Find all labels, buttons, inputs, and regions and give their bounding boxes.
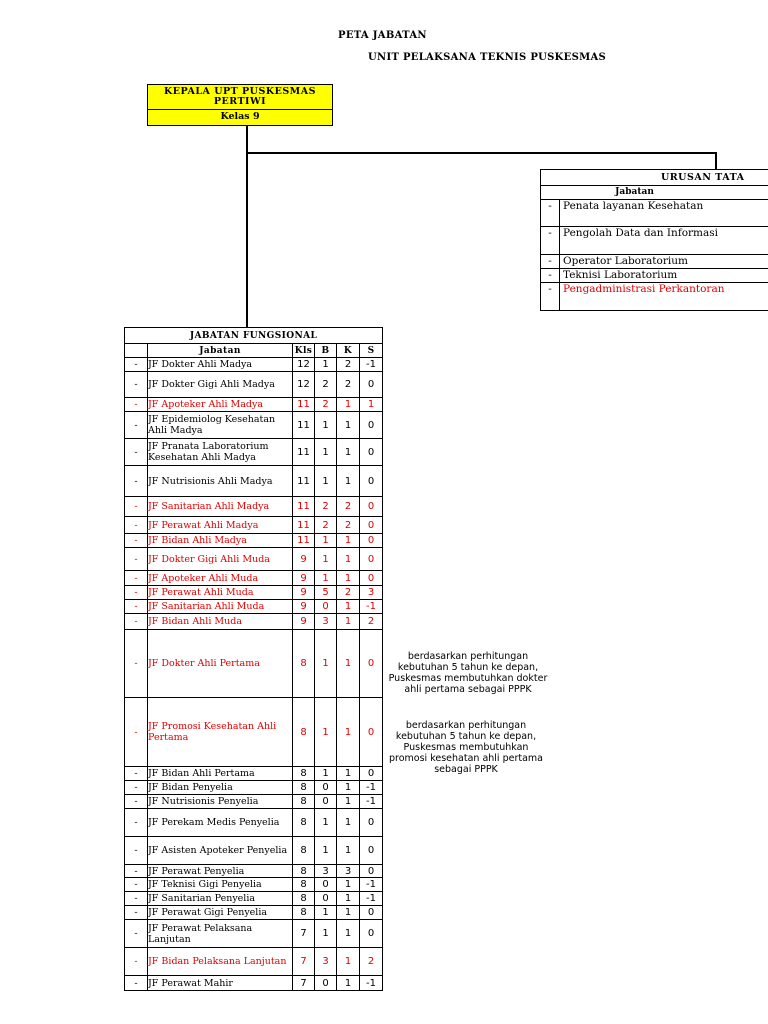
row-dash: - (125, 795, 148, 809)
urusan-item (541, 269, 768, 283)
table-row (125, 614, 383, 630)
row-s: 0 (360, 837, 383, 865)
row-dash: - (125, 698, 148, 767)
row-jabatan-name: JF Pranata Laboratorium Kesehatan Ahli Madya (148, 439, 293, 466)
row-dash: - (125, 571, 148, 586)
row-k: 1 (337, 698, 360, 767)
row-jabatan-name: JF Bidan Ahli Pertama (148, 767, 293, 781)
row-jabatan-name: JF Perawat Ahli Muda (148, 586, 293, 600)
row-dash: - (125, 837, 148, 865)
head-position-kelas: Kelas 9 (220, 111, 260, 122)
row-k: 1 (337, 837, 360, 865)
row-s: 0 (360, 698, 383, 767)
col-b: B (315, 344, 337, 358)
col-kls: Kls (293, 344, 315, 358)
row-b: 1 (315, 548, 337, 571)
row-s: -1 (360, 976, 383, 991)
table-row (125, 358, 383, 372)
row-s: 0 (360, 571, 383, 586)
row-kls: 8 (293, 892, 315, 906)
table-row (125, 412, 383, 439)
page-title: PETA JABATAN (338, 30, 427, 41)
row-b: 2 (315, 372, 337, 398)
row-k: 1 (337, 571, 360, 586)
urusan-tata-box (540, 169, 768, 311)
row-k: 1 (337, 548, 360, 571)
table-row (125, 517, 383, 534)
row-jabatan-name: JF Sanitarian Ahli Madya (148, 497, 293, 517)
row-s: -1 (360, 781, 383, 795)
row-b: 3 (315, 948, 337, 976)
row-k: 2 (337, 372, 360, 398)
row-k: 1 (337, 795, 360, 809)
row-k: 1 (337, 466, 360, 497)
row-dash: - (125, 548, 148, 571)
table-row (125, 767, 383, 781)
row-jabatan-name: JF Dokter Ahli Pertama (148, 630, 293, 698)
row-s: -1 (360, 795, 383, 809)
row-b: 1 (315, 920, 337, 948)
row-b: 1 (315, 439, 337, 466)
urusan-item-label: Teknisi Laboratorium (563, 269, 678, 281)
row-dash: - (125, 372, 148, 398)
row-dash: - (125, 892, 148, 906)
row-b: 1 (315, 630, 337, 698)
table-row (125, 586, 383, 600)
col-k: K (337, 344, 360, 358)
row-s: -1 (360, 358, 383, 372)
row-kls: 7 (293, 920, 315, 948)
row-k: 1 (337, 781, 360, 795)
row-b: 1 (315, 466, 337, 497)
row-s: 2 (360, 948, 383, 976)
row-dash: - (125, 976, 148, 991)
row-s: 0 (360, 517, 383, 534)
note-promosi-pertama: berdasarkan perhitungan kebutuhan 5 tahun ke depan, Puskesmas membutuhkan promosi kesehatan ahli pertama sebagai PPPK (389, 720, 543, 775)
connector-vertical-main (246, 126, 248, 328)
table-row (125, 906, 383, 920)
connector-vertical-urusan (715, 152, 717, 170)
row-b: 2 (315, 517, 337, 534)
row-b: 0 (315, 892, 337, 906)
page-subtitle: UNIT PELAKSANA TEKNIS PUSKESMAS (368, 52, 607, 63)
table-row (125, 372, 383, 398)
row-dash: - (125, 906, 148, 920)
row-s: 0 (360, 439, 383, 466)
urusan-item (541, 227, 768, 255)
urusan-item-dash: - (541, 283, 560, 310)
row-kls: 12 (293, 372, 315, 398)
table-row (125, 466, 383, 497)
row-dash: - (125, 878, 148, 892)
table-row (125, 548, 383, 571)
row-dash: - (125, 920, 148, 948)
row-b: 1 (315, 698, 337, 767)
row-dash: - (125, 497, 148, 517)
row-jabatan-name: JF Epidemiolog Kesehatan Ahli Madya (148, 412, 293, 439)
row-b: 5 (315, 586, 337, 600)
row-jabatan-name: JF Bidan Pelaksana Lanjutan (148, 948, 293, 976)
table-row (125, 571, 383, 586)
row-k: 1 (337, 976, 360, 991)
row-kls: 7 (293, 976, 315, 991)
row-kls: 7 (293, 948, 315, 976)
row-kls: 8 (293, 865, 315, 878)
row-b: 2 (315, 497, 337, 517)
row-k: 1 (337, 534, 360, 548)
row-dash: - (125, 630, 148, 698)
row-jabatan-name: JF Teknisi Gigi Penyelia (148, 878, 293, 892)
row-dash: - (125, 781, 148, 795)
row-b: 1 (315, 571, 337, 586)
row-dash: - (125, 517, 148, 534)
table-row (125, 837, 383, 865)
row-dash: - (125, 398, 148, 412)
row-k: 2 (337, 497, 360, 517)
row-b: 0 (315, 781, 337, 795)
head-position-name: KEPALA UPT PUSKESMAS PERTIWI (148, 85, 332, 110)
row-dash: - (125, 865, 148, 878)
row-kls: 8 (293, 630, 315, 698)
row-s: 2 (360, 614, 383, 630)
row-k: 1 (337, 439, 360, 466)
row-kls: 8 (293, 878, 315, 892)
row-jabatan-name: JF Promosi Kesehatan Ahli Pertama (148, 698, 293, 767)
row-s: 0 (360, 920, 383, 948)
row-s: -1 (360, 892, 383, 906)
row-b: 2 (315, 398, 337, 412)
row-jabatan-name: JF Dokter Gigi Ahli Muda (148, 548, 293, 571)
row-k: 1 (337, 948, 360, 976)
row-s: -1 (360, 878, 383, 892)
row-jabatan-name: JF Dokter Gigi Ahli Madya (148, 372, 293, 398)
row-kls: 11 (293, 398, 315, 412)
row-b: 1 (315, 358, 337, 372)
row-k: 1 (337, 630, 360, 698)
row-kls: 8 (293, 698, 315, 767)
urusan-col-header: Jabatan (541, 186, 768, 200)
urusan-item-label: Penata layanan Kesehatan (563, 200, 704, 212)
row-kls: 9 (293, 548, 315, 571)
row-s: 0 (360, 906, 383, 920)
row-b: 3 (315, 865, 337, 878)
row-kls: 8 (293, 781, 315, 795)
row-k: 2 (337, 517, 360, 534)
row-k: 2 (337, 358, 360, 372)
row-b: 1 (315, 534, 337, 548)
row-s: 0 (360, 372, 383, 398)
row-s: 0 (360, 497, 383, 517)
urusan-item-dash: - (541, 255, 560, 268)
table-row (125, 865, 383, 878)
row-s: 0 (360, 809, 383, 837)
row-jabatan-name: JF Nutrisionis Ahli Madya (148, 466, 293, 497)
row-jabatan-name: JF Bidan Ahli Muda (148, 614, 293, 630)
row-kls: 9 (293, 571, 315, 586)
row-kls: 8 (293, 906, 315, 920)
connector-horizontal (246, 152, 716, 154)
row-k: 1 (337, 412, 360, 439)
row-k: 1 (337, 878, 360, 892)
table-row (125, 497, 383, 517)
row-b: 1 (315, 809, 337, 837)
row-k: 1 (337, 892, 360, 906)
row-jabatan-name: JF Sanitarian Ahli Muda (148, 600, 293, 614)
row-jabatan-name: JF Apoteker Ahli Madya (148, 398, 293, 412)
table-row (125, 976, 383, 991)
row-kls: 8 (293, 809, 315, 837)
row-b: 1 (315, 837, 337, 865)
row-jabatan-name: JF Perawat Gigi Penyelia (148, 906, 293, 920)
row-kls: 8 (293, 795, 315, 809)
table-row (125, 600, 383, 614)
col-s: S (360, 344, 383, 358)
row-dash: - (125, 767, 148, 781)
col-jabatan: Jabatan (148, 344, 293, 358)
row-jabatan-name: JF Bidan Penyelia (148, 781, 293, 795)
urusan-item-label: Pengolah Data dan Informasi (563, 227, 719, 239)
row-k: 1 (337, 614, 360, 630)
row-jabatan-name: JF Perawat Pelaksana Lanjutan (148, 920, 293, 948)
table-row (125, 795, 383, 809)
row-kls: 11 (293, 517, 315, 534)
row-kls: 9 (293, 614, 315, 630)
urusan-item-dash: - (541, 269, 560, 282)
table-row (125, 809, 383, 837)
row-kls: 9 (293, 600, 315, 614)
row-b: 0 (315, 976, 337, 991)
row-k: 1 (337, 906, 360, 920)
row-dash: - (125, 358, 148, 372)
urusan-item (541, 283, 768, 310)
row-k: 1 (337, 920, 360, 948)
head-position-box (147, 84, 333, 126)
row-k: 3 (337, 865, 360, 878)
row-b: 1 (315, 906, 337, 920)
row-b: 1 (315, 412, 337, 439)
urusan-item (541, 200, 768, 227)
urusan-item-dash: - (541, 200, 560, 226)
note-dokter-pertama: berdasarkan perhitungan kebutuhan 5 tahun ke depan, Puskesmas membutuhkan dokter ahli pertama sebagai PPPK (388, 651, 548, 695)
fungsional-header: JABATAN FUNGSIONAL (125, 328, 383, 344)
row-dash: - (125, 466, 148, 497)
row-b: 0 (315, 795, 337, 809)
table-row (125, 781, 383, 795)
row-k: 1 (337, 398, 360, 412)
row-s: 0 (360, 865, 383, 878)
row-dash: - (125, 534, 148, 548)
row-b: 0 (315, 878, 337, 892)
urusan-item (541, 255, 768, 269)
row-s: 0 (360, 466, 383, 497)
table-row (125, 920, 383, 948)
row-dash: - (125, 412, 148, 439)
row-jabatan-name: JF Perawat Mahir (148, 976, 293, 991)
row-dash: - (125, 600, 148, 614)
row-s: 1 (360, 398, 383, 412)
row-kls: 8 (293, 767, 315, 781)
row-kls: 11 (293, 439, 315, 466)
row-b: 1 (315, 767, 337, 781)
urusan-item-dash: - (541, 227, 560, 254)
row-jabatan-name: JF Apoteker Ahli Muda (148, 571, 293, 586)
row-s: 0 (360, 534, 383, 548)
row-b: 3 (315, 614, 337, 630)
jabatan-fungsional-table (124, 327, 383, 991)
table-row (125, 439, 383, 466)
row-s: -1 (360, 600, 383, 614)
table-row (125, 892, 383, 906)
row-s: 0 (360, 412, 383, 439)
urusan-tata-header: URUSAN TATA (541, 170, 768, 186)
row-kls: 11 (293, 466, 315, 497)
row-s: 3 (360, 586, 383, 600)
row-kls: 11 (293, 534, 315, 548)
row-jabatan-name: JF Sanitarian Penyelia (148, 892, 293, 906)
row-dash: - (125, 948, 148, 976)
row-dash: - (125, 586, 148, 600)
row-s: 0 (360, 630, 383, 698)
row-kls: 8 (293, 837, 315, 865)
table-row (125, 878, 383, 892)
row-kls: 11 (293, 497, 315, 517)
table-row (125, 948, 383, 976)
table-row (125, 534, 383, 548)
row-k: 1 (337, 600, 360, 614)
row-jabatan-name: JF Perawat Penyelia (148, 865, 293, 878)
table-row (125, 398, 383, 412)
row-k: 1 (337, 809, 360, 837)
row-s: 0 (360, 767, 383, 781)
row-dash: - (125, 614, 148, 630)
row-jabatan-name: JF Nutrisionis Penyelia (148, 795, 293, 809)
row-k: 2 (337, 586, 360, 600)
urusan-item-label: Operator Laboratorium (563, 255, 688, 267)
row-kls: 12 (293, 358, 315, 372)
row-kls: 9 (293, 586, 315, 600)
table-row (125, 630, 383, 698)
row-jabatan-name: JF Perekam Medis Penyelia (148, 809, 293, 837)
row-dash: - (125, 809, 148, 837)
row-jabatan-name: JF Asisten Apoteker Penyelia (148, 837, 293, 865)
row-jabatan-name: JF Bidan Ahli Madya (148, 534, 293, 548)
row-dash: - (125, 439, 148, 466)
row-s: 0 (360, 548, 383, 571)
row-k: 1 (337, 767, 360, 781)
row-jabatan-name: JF Perawat Ahli Madya (148, 517, 293, 534)
row-b: 0 (315, 600, 337, 614)
row-jabatan-name: JF Dokter Ahli Madya (148, 358, 293, 372)
table-row (125, 698, 383, 767)
row-kls: 11 (293, 412, 315, 439)
urusan-item-label: Pengadministrasi Perkantoran (563, 283, 725, 295)
